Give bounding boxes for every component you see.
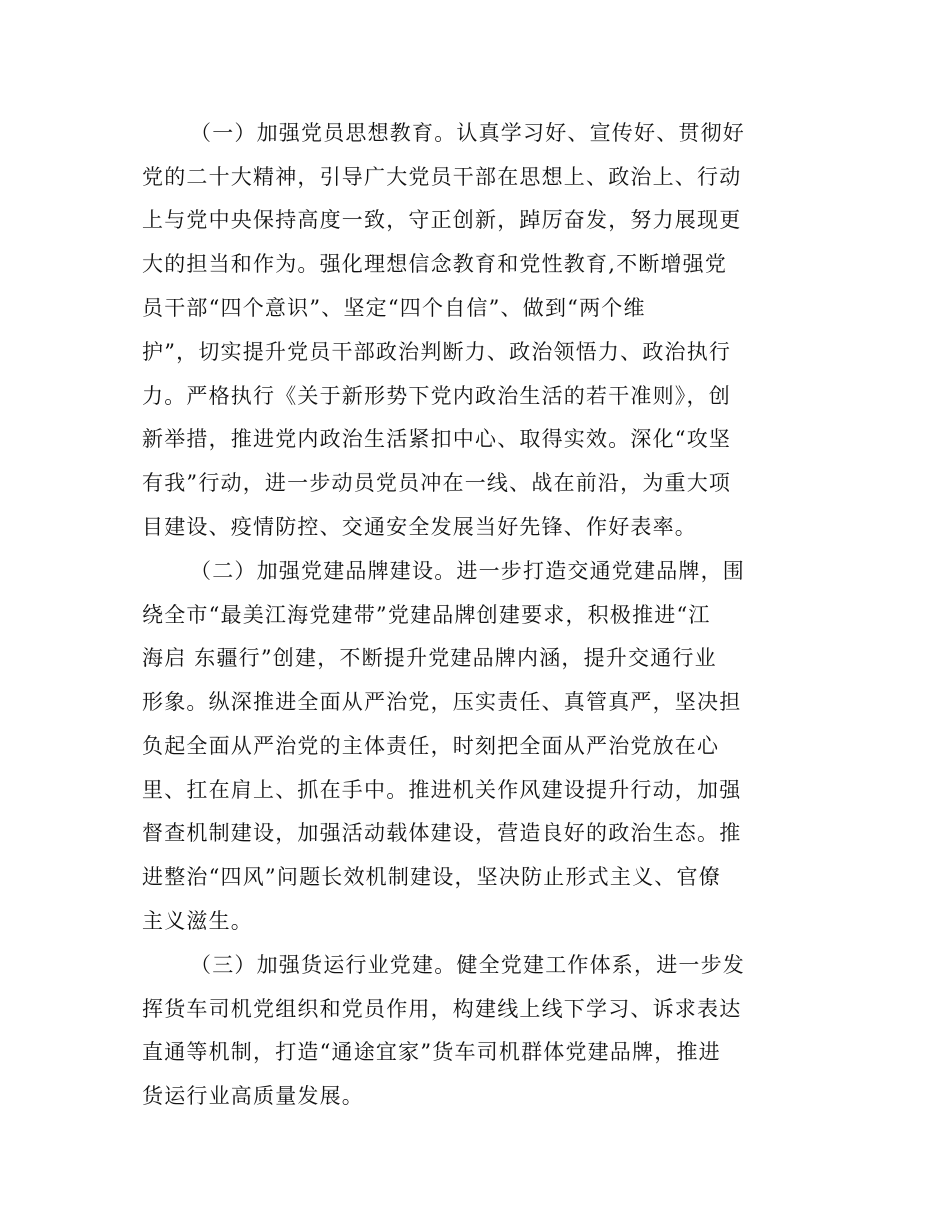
paragraph-1-line-4: 大的担当和作为。强化理想信念教育和党性教育,不断增强党	[142, 252, 728, 276]
paragraph-1-line-1: （一）加强党员思想教育。认真学习好、宣传好、贯彻好	[190, 121, 745, 145]
paragraph-1-line-3: 上与党中央保持高度一致，守正创新，踔厉奋发，努力展现更	[142, 208, 742, 232]
paragraph-1-line-2: 党的二十大精神，引导广大党员干部在思想上、政治上、行动	[142, 165, 742, 189]
paragraph-3-line-1: （三）加强货运行业党建。健全党建工作体系，进一步发	[190, 953, 745, 977]
paragraph-2-line-6: 里、扛在肩上、抓在手中。推进机关作风建设提升行动，加强	[142, 778, 742, 802]
paragraph-3-line-3: 直通等机制，打造“通途宜家”货车司机群体党建品牌，推进	[142, 1040, 721, 1064]
paragraph-2-line-5: 负起全面从严治党的主体责任，时刻把全面从严治党放在心	[142, 734, 720, 758]
paragraph-2-line-9: 主义滋生。	[142, 909, 253, 933]
paragraph-2-line-3: 海启 东疆行”创建，不断提升党建品牌内涵，提升交通行业	[142, 646, 717, 670]
paragraph-2-line-1: （二）加强党建品牌建设。进一步打造交通党建品牌，围	[190, 559, 745, 583]
paragraph-2-line-7: 督查机制建设，加强活动载体建设，营造良好的政治生态。推	[142, 821, 742, 845]
paragraph-1-line-7: 力。严格执行《关于新形势下党内政治生活的若干准则》，创	[142, 384, 731, 408]
paragraph-1-line-6: 护”，切实提升党员干部政治判断力、政治领悟力、政治执行	[142, 340, 732, 364]
paragraph-1-line-9: 有我”行动，进一步动员党员冲在一线、战在前沿，为重大项	[142, 471, 732, 495]
paragraph-3-line-2: 挥货车司机党组织和党员作用，构建线上线下学习、诉求表达	[142, 997, 742, 1021]
paragraph-2-line-4: 形象。纵深推进全面从严治党，压实责任、真管真严，坚决担	[142, 690, 742, 714]
paragraph-2-line-2: 绕全市“最美江海党建带”党建品牌创建要求，积极推进“江	[142, 603, 711, 627]
paragraph-2-line-8: 进整治“四风”问题长效机制建设，坚决防止形式主义、官僚	[142, 865, 721, 889]
paragraph-1-line-5: 员干部“四个意识”、坚定“四个自信”、做到“两个维	[142, 296, 646, 320]
paragraph-3-line-4: 货运行业高质量发展。	[142, 1084, 364, 1108]
paragraph-1-line-8: 新举措，推进党内政治生活紧扣中心、取得实效。深化“攻坚	[142, 427, 732, 451]
paragraph-1-line-10: 目建设、疫情防控、交通安全发展当好先锋、作好表率。	[142, 515, 697, 539]
